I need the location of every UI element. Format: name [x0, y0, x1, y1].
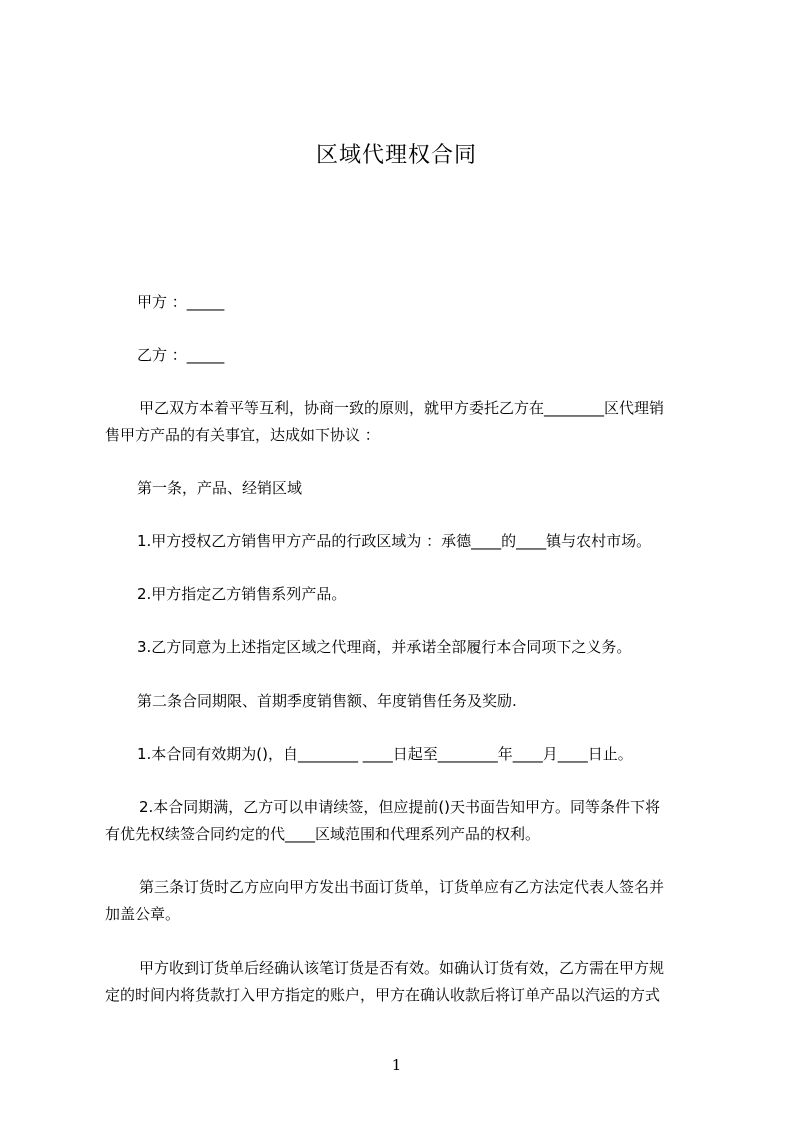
contract-title: 区域代理权合同: [315, 143, 477, 168]
article-2-heading: 第二条合同期限、首期季度销售额、年度销售任务及奖励.: [137, 692, 517, 710]
page-number: 1: [391, 1056, 402, 1074]
confirmation-line-2: 定的时间内将货款打入甲方指定的账户，甲方在确认收款后将订单产品以汽运的方式: [105, 986, 661, 1004]
confirmation-line-1: 甲方收到订货单后经确认该笔订货是否有效。如确认订货有效，乙方需在甲方规: [139, 959, 665, 977]
party-a-line: 甲方 ：_____: [137, 293, 225, 311]
party-b-line: 乙方 ：_____: [137, 346, 225, 364]
intro-line-1: 甲乙双方本着平等互利，协商一致的原则，就甲方委托乙方在________区代理销: [139, 399, 665, 417]
article-1-item-1: 1.甲方授权乙方销售甲方产品的行政区域为 ：承德____的____镇与农村市场。: [137, 532, 652, 550]
article-2-item-2-line-2: 有优先权续签合同约定的代____区域范围和代理系列产品的权利。: [105, 825, 541, 843]
article-1-item-3: 3.乙方同意为上述指定区域之代理商，并承诺全部履行本合同项下之义务。: [137, 638, 632, 656]
article-1-heading: 第一条，产品、经销区域: [137, 479, 303, 497]
article-3-line-1: 第三条订货时乙方应向甲方发出书面订货单，订货单应有乙方法定代表人签名并: [139, 878, 665, 896]
article-2-item-1: 1.本合同有效期为()，自________ ____日起至________年____月____日止。: [137, 745, 633, 763]
article-3-line-2: 加盖公章。: [105, 905, 181, 923]
article-1-item-2: 2.甲方指定乙方销售系列产品。: [137, 585, 347, 603]
intro-line-2: 售甲方产品的有关事宜，达成如下协议 ：: [105, 426, 380, 444]
article-2-item-2-line-1: 2.本合同期满，乙方可以申请续签，但应提前()天书面告知甲方。同等条件下将: [139, 798, 661, 816]
